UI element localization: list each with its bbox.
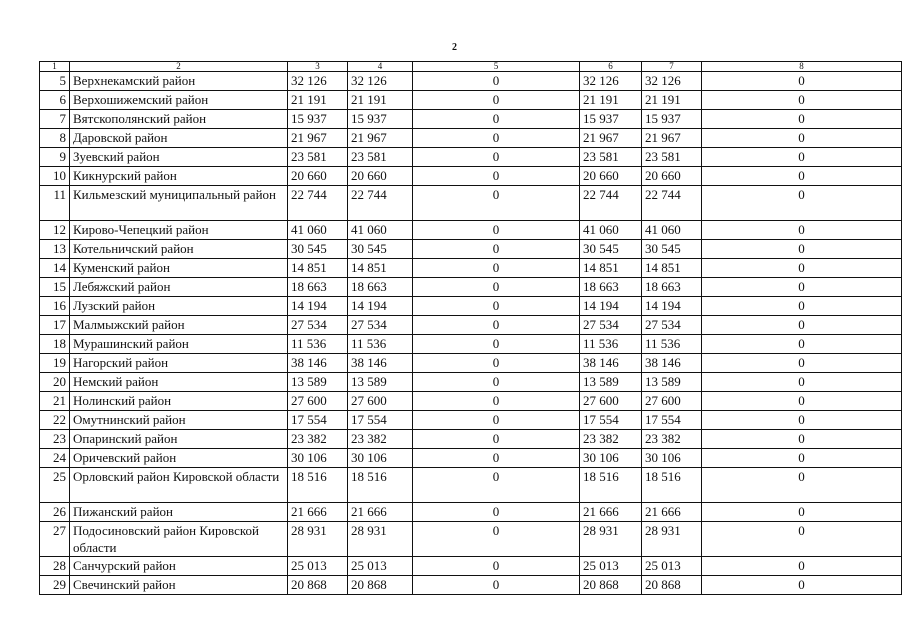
table-row: [40, 148, 902, 167]
column-header: 1: [40, 62, 70, 72]
value-cell: 0: [702, 91, 902, 110]
value-cell: 23 382: [348, 430, 413, 449]
table-row: [40, 411, 902, 430]
data-table: [39, 61, 902, 595]
value-cell: 23 581: [580, 148, 642, 167]
value-cell: 0: [702, 148, 902, 167]
value-cell: 18 663: [642, 278, 702, 297]
row-number-cell: 24: [40, 449, 70, 468]
value-cell: 0: [413, 259, 580, 278]
district-name-cell: Оричевский район: [70, 449, 288, 468]
value-cell: 25 013: [642, 557, 702, 576]
value-cell: 15 937: [642, 110, 702, 129]
row-number-cell: 28: [40, 557, 70, 576]
value-cell: 14 194: [348, 297, 413, 316]
column-header: 8: [702, 62, 902, 72]
value-cell: 41 060: [642, 221, 702, 240]
value-cell: 27 600: [642, 392, 702, 411]
value-cell: 22 744: [348, 186, 413, 221]
value-cell: 32 126: [348, 72, 413, 91]
value-cell: 0: [702, 522, 902, 557]
value-cell: 20 660: [288, 167, 348, 186]
column-header: 5: [413, 62, 580, 72]
district-name-cell: Кирово-Чепецкий район: [70, 221, 288, 240]
district-name-cell: Верхнекамский район: [70, 72, 288, 91]
value-cell: 18 663: [288, 278, 348, 297]
row-number-cell: 14: [40, 259, 70, 278]
value-cell: 0: [413, 576, 580, 595]
value-cell: 17 554: [642, 411, 702, 430]
district-name-cell: Зуевский район: [70, 148, 288, 167]
value-cell: 0: [413, 373, 580, 392]
value-cell: 0: [413, 449, 580, 468]
value-cell: 30 106: [642, 449, 702, 468]
row-number-cell: 7: [40, 110, 70, 129]
value-cell: 0: [702, 278, 902, 297]
table-row: [40, 297, 902, 316]
value-cell: 0: [702, 259, 902, 278]
value-cell: 21 967: [580, 129, 642, 148]
table-row: [40, 430, 902, 449]
value-cell: 0: [702, 449, 902, 468]
value-cell: 14 194: [288, 297, 348, 316]
value-cell: 0: [413, 430, 580, 449]
value-cell: 30 106: [348, 449, 413, 468]
table-row: [40, 503, 902, 522]
district-name-cell: Санчурский район: [70, 557, 288, 576]
value-cell: 18 663: [580, 278, 642, 297]
value-cell: 22 744: [288, 186, 348, 221]
value-cell: 13 589: [642, 373, 702, 392]
district-name-cell: Лебяжский район: [70, 278, 288, 297]
value-cell: 20 868: [580, 576, 642, 595]
value-cell: 0: [413, 354, 580, 373]
table-row: [40, 240, 902, 259]
value-cell: 11 536: [580, 335, 642, 354]
value-cell: 30 545: [348, 240, 413, 259]
value-cell: 25 013: [580, 557, 642, 576]
value-cell: 20 868: [348, 576, 413, 595]
value-cell: 0: [702, 335, 902, 354]
column-header: 3: [288, 62, 348, 72]
district-name-cell: Свечинский район: [70, 576, 288, 595]
value-cell: 0: [413, 148, 580, 167]
value-cell: 0: [413, 335, 580, 354]
row-number-cell: 26: [40, 503, 70, 522]
district-name-cell: Малмыжский район: [70, 316, 288, 335]
value-cell: 18 516: [288, 468, 348, 503]
value-cell: 15 937: [580, 110, 642, 129]
value-cell: 0: [413, 186, 580, 221]
district-name-cell: Пижанский район: [70, 503, 288, 522]
value-cell: 0: [702, 468, 902, 503]
value-cell: 27 600: [580, 392, 642, 411]
value-cell: 38 146: [288, 354, 348, 373]
value-cell: 20 660: [642, 167, 702, 186]
value-cell: 17 554: [580, 411, 642, 430]
table-header-row: [40, 62, 902, 72]
value-cell: 18 516: [642, 468, 702, 503]
value-cell: 0: [413, 72, 580, 91]
table-row: [40, 335, 902, 354]
row-number-cell: 8: [40, 129, 70, 148]
value-cell: 32 126: [288, 72, 348, 91]
value-cell: 0: [702, 392, 902, 411]
value-cell: 0: [413, 468, 580, 503]
column-header: 6: [580, 62, 642, 72]
table-row: [40, 167, 902, 186]
table-row: [40, 468, 902, 503]
value-cell: 0: [413, 411, 580, 430]
value-cell: 21 191: [348, 91, 413, 110]
row-number-cell: 16: [40, 297, 70, 316]
value-cell: 30 106: [288, 449, 348, 468]
value-cell: 0: [702, 110, 902, 129]
value-cell: 21 666: [580, 503, 642, 522]
value-cell: 41 060: [580, 221, 642, 240]
value-cell: 27 534: [288, 316, 348, 335]
value-cell: 41 060: [288, 221, 348, 240]
value-cell: 38 146: [348, 354, 413, 373]
district-name-cell: Кикнурский район: [70, 167, 288, 186]
value-cell: 41 060: [348, 221, 413, 240]
value-cell: 14 194: [642, 297, 702, 316]
district-name-cell: Верхошижемский район: [70, 91, 288, 110]
district-name-cell: Мурашинский район: [70, 335, 288, 354]
value-cell: 11 536: [642, 335, 702, 354]
value-cell: 0: [413, 297, 580, 316]
row-number-cell: 5: [40, 72, 70, 91]
table-row: [40, 522, 902, 557]
district-name-cell: Немский район: [70, 373, 288, 392]
value-cell: 21 666: [642, 503, 702, 522]
value-cell: 0: [702, 373, 902, 392]
value-cell: 25 013: [348, 557, 413, 576]
district-name-cell: Кильмезский муниципальный район: [70, 186, 288, 221]
table-row: [40, 557, 902, 576]
row-number-cell: 21: [40, 392, 70, 411]
district-name-cell: Нолинский район: [70, 392, 288, 411]
value-cell: 28 931: [642, 522, 702, 557]
value-cell: 18 516: [348, 468, 413, 503]
row-number-cell: 19: [40, 354, 70, 373]
table-row: [40, 110, 902, 129]
value-cell: 21 666: [348, 503, 413, 522]
table-row: [40, 278, 902, 297]
value-cell: 13 589: [580, 373, 642, 392]
value-cell: 0: [702, 576, 902, 595]
table-row: [40, 392, 902, 411]
value-cell: 11 536: [288, 335, 348, 354]
district-name-cell: Опаринский район: [70, 430, 288, 449]
value-cell: 0: [702, 186, 902, 221]
value-cell: 21 666: [288, 503, 348, 522]
value-cell: 15 937: [288, 110, 348, 129]
district-name-cell: Куменский район: [70, 259, 288, 278]
value-cell: 0: [413, 503, 580, 522]
district-name-cell: Вятскополянский район: [70, 110, 288, 129]
table-row: [40, 91, 902, 110]
value-cell: 27 600: [348, 392, 413, 411]
value-cell: 0: [702, 411, 902, 430]
value-cell: 0: [702, 221, 902, 240]
row-number-cell: 15: [40, 278, 70, 297]
row-number-cell: 9: [40, 148, 70, 167]
value-cell: 32 126: [642, 72, 702, 91]
value-cell: 30 545: [288, 240, 348, 259]
value-cell: 38 146: [580, 354, 642, 373]
value-cell: 0: [413, 167, 580, 186]
value-cell: 22 744: [580, 186, 642, 221]
row-number-cell: 20: [40, 373, 70, 392]
value-cell: 23 581: [642, 148, 702, 167]
column-header: 4: [348, 62, 413, 72]
value-cell: 22 744: [642, 186, 702, 221]
value-cell: 0: [413, 240, 580, 259]
value-cell: 20 660: [580, 167, 642, 186]
page-number: 2: [452, 42, 457, 53]
value-cell: 0: [413, 110, 580, 129]
value-cell: 23 382: [288, 430, 348, 449]
row-number-cell: 17: [40, 316, 70, 335]
value-cell: 28 931: [348, 522, 413, 557]
column-header: 2: [70, 62, 288, 72]
value-cell: 0: [702, 430, 902, 449]
district-name-cell: Даровской район: [70, 129, 288, 148]
column-header: 7: [642, 62, 702, 72]
value-cell: 0: [413, 278, 580, 297]
value-cell: 0: [413, 316, 580, 335]
value-cell: 14 851: [642, 259, 702, 278]
row-number-cell: 10: [40, 167, 70, 186]
value-cell: 27 534: [580, 316, 642, 335]
value-cell: 0: [702, 240, 902, 259]
row-number-cell: 13: [40, 240, 70, 259]
value-cell: 0: [702, 557, 902, 576]
value-cell: 0: [702, 129, 902, 148]
value-cell: 0: [413, 129, 580, 148]
district-name-cell: Орловский район Кировской области: [70, 468, 288, 503]
value-cell: 14 851: [288, 259, 348, 278]
value-cell: 0: [413, 557, 580, 576]
row-number-cell: 12: [40, 221, 70, 240]
value-cell: 14 851: [580, 259, 642, 278]
value-cell: 27 534: [348, 316, 413, 335]
value-cell: 21 191: [642, 91, 702, 110]
value-cell: 38 146: [642, 354, 702, 373]
value-cell: 21 967: [642, 129, 702, 148]
row-number-cell: 29: [40, 576, 70, 595]
value-cell: 0: [702, 297, 902, 316]
value-cell: 15 937: [348, 110, 413, 129]
value-cell: 23 581: [288, 148, 348, 167]
value-cell: 20 868: [642, 576, 702, 595]
value-cell: 28 931: [288, 522, 348, 557]
value-cell: 14 194: [580, 297, 642, 316]
district-name-cell: Нагорский район: [70, 354, 288, 373]
value-cell: 30 545: [642, 240, 702, 259]
value-cell: 0: [702, 167, 902, 186]
value-cell: 27 534: [642, 316, 702, 335]
value-cell: 0: [702, 503, 902, 522]
value-cell: 0: [702, 354, 902, 373]
value-cell: 0: [702, 316, 902, 335]
value-cell: 20 660: [348, 167, 413, 186]
value-cell: 17 554: [348, 411, 413, 430]
value-cell: 18 516: [580, 468, 642, 503]
value-cell: 20 868: [288, 576, 348, 595]
table-row: [40, 221, 902, 240]
value-cell: 27 600: [288, 392, 348, 411]
table-row: [40, 316, 902, 335]
value-cell: 21 191: [288, 91, 348, 110]
row-number-cell: 6: [40, 91, 70, 110]
table-row: [40, 72, 902, 91]
table-row: [40, 449, 902, 468]
value-cell: 30 545: [580, 240, 642, 259]
value-cell: 13 589: [288, 373, 348, 392]
value-cell: 13 589: [348, 373, 413, 392]
value-cell: 25 013: [288, 557, 348, 576]
value-cell: 11 536: [348, 335, 413, 354]
row-number-cell: 18: [40, 335, 70, 354]
row-number-cell: 22: [40, 411, 70, 430]
row-number-cell: 27: [40, 522, 70, 557]
district-name-cell: Подосиновский район Кировской области: [70, 522, 288, 557]
value-cell: 32 126: [580, 72, 642, 91]
row-number-cell: 23: [40, 430, 70, 449]
district-name-cell: Лузский район: [70, 297, 288, 316]
value-cell: 14 851: [348, 259, 413, 278]
district-name-cell: Омутнинский район: [70, 411, 288, 430]
value-cell: 21 967: [348, 129, 413, 148]
district-name-cell: Котельничский район: [70, 240, 288, 259]
table-row: [40, 373, 902, 392]
table-row: [40, 259, 902, 278]
value-cell: 0: [413, 91, 580, 110]
table-row: [40, 186, 902, 221]
table-row: [40, 129, 902, 148]
value-cell: 28 931: [580, 522, 642, 557]
row-number-cell: 11: [40, 186, 70, 221]
value-cell: 23 382: [580, 430, 642, 449]
value-cell: 0: [413, 221, 580, 240]
value-cell: 0: [413, 392, 580, 411]
row-number-cell: 25: [40, 468, 70, 503]
value-cell: 18 663: [348, 278, 413, 297]
value-cell: 30 106: [580, 449, 642, 468]
value-cell: 0: [413, 522, 580, 557]
value-cell: 21 191: [580, 91, 642, 110]
table-row: [40, 576, 902, 595]
value-cell: 21 967: [288, 129, 348, 148]
table-row: [40, 354, 902, 373]
value-cell: 17 554: [288, 411, 348, 430]
value-cell: 23 581: [348, 148, 413, 167]
value-cell: 23 382: [642, 430, 702, 449]
value-cell: 0: [702, 72, 902, 91]
